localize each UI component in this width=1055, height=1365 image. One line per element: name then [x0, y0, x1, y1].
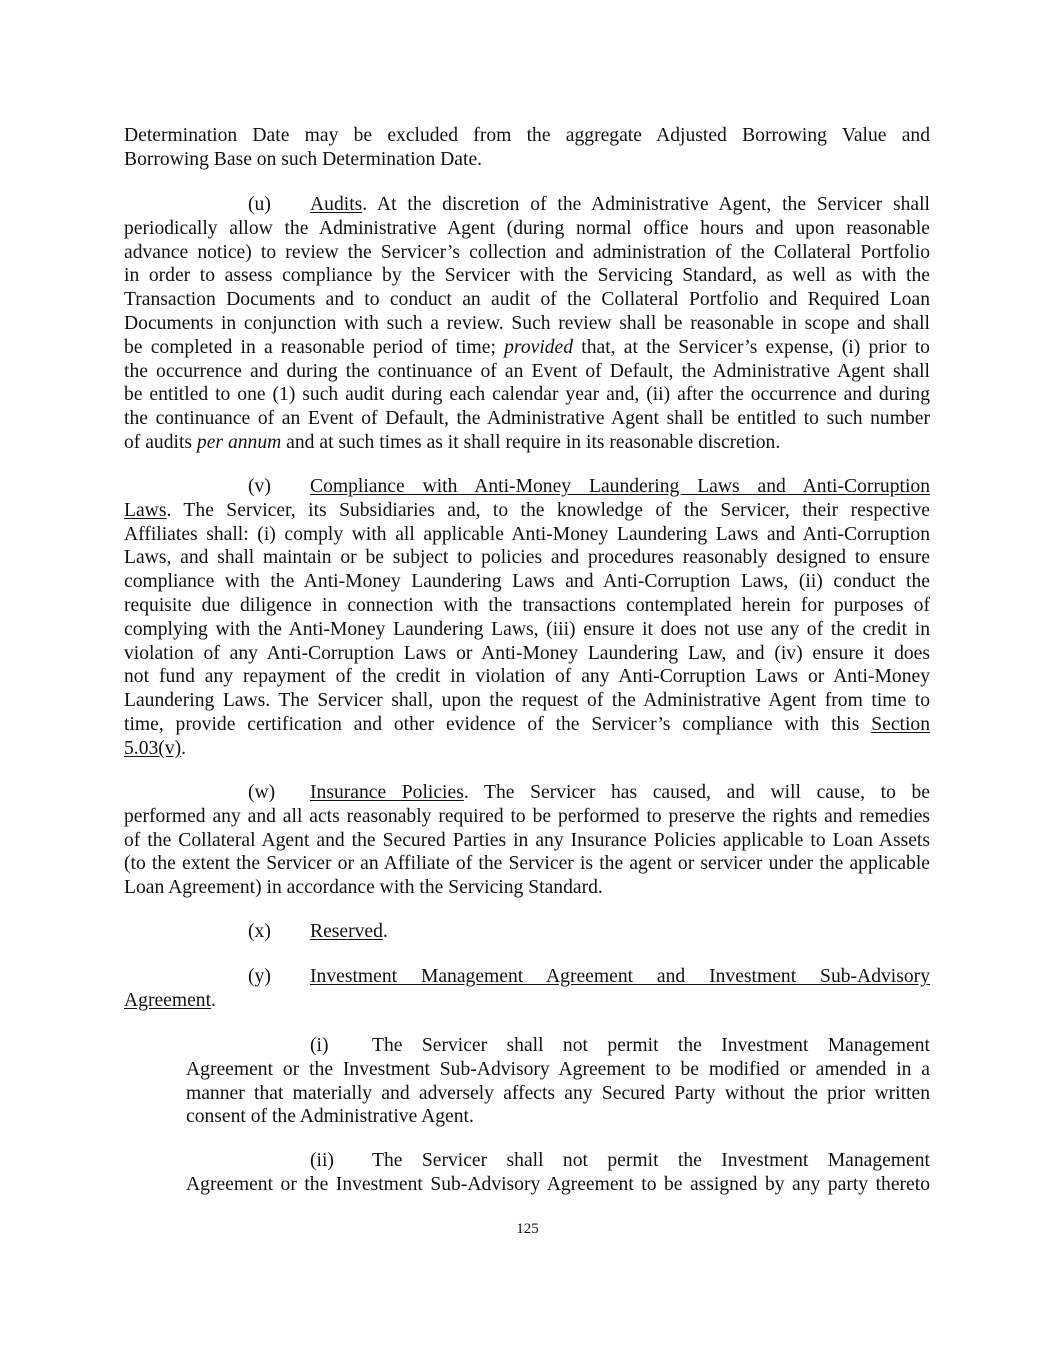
text-line: Laws, and shall maintain or be subject to policies and procedures reasonably designed to ensure: [124, 547, 930, 569]
text-line: of the Collateral Agent and the Secured Parties in any Insurance Policies applicable to Loan Assets: [124, 829, 930, 851]
text-line: the occurrence and during the continuance of an Event of Default, the Administrative Agent shall: [124, 360, 930, 382]
italic-term: provided: [504, 336, 574, 358]
text-line: not fund any repayment of the credit in violation of any Anti-Corruption Laws or Anti-Money: [124, 666, 930, 688]
text-line: Laundering Laws. The Servicer shall, upon the request of the Administrative Agent from time to: [124, 690, 930, 712]
text-line: Affiliates shall: (i) comply with all applicable Anti-Money Laundering Laws and Anti-Corruption: [124, 523, 930, 545]
italic-term: per annum: [196, 431, 282, 453]
section-heading: Agreement: [124, 989, 212, 1011]
section-label: (v): [248, 476, 271, 497]
text-line: time, provide certification and other evidence of the Servicer’s compliance with this Section: [124, 713, 930, 735]
text-line: Determination Date may be excluded from the aggregate Adjusted Borrowing Value and: [124, 125, 930, 146]
text-line: (to the extent the Servicer or an Affiliate of the Servicer is the agent or servicer under the applicable: [124, 853, 930, 875]
text-line: [124, 965, 930, 989]
section-heading: Audits: [310, 194, 363, 215]
section-u-audits: [124, 193, 930, 455]
subsection-y-i: [186, 1034, 930, 1129]
text-line: requisite due diligence in connection with the transactions contemplated herein for purposes of: [124, 594, 930, 616]
text-line: [124, 475, 930, 499]
text-line: advance notice) to review the Servicer’s collection and administration of the Collateral Portfolio: [124, 241, 930, 263]
section-w-insurance: [124, 781, 930, 900]
section-heading: Investment Management Agreement and Investment Sub-Advisory: [310, 966, 930, 987]
text-line: Documents in conjunction with such a review. Such review shall be reasonable in scope and shall: [124, 312, 930, 334]
page-number: 125: [516, 1221, 539, 1237]
section-v-compliance: [124, 475, 930, 761]
section-heading: Reserved: [310, 921, 383, 942]
text-line: (x) Reserved.: [248, 921, 388, 942]
text-line: in order to assess compliance by the Servicer with the Servicing Standard, as well as with the: [124, 265, 930, 287]
text-line: (w) Insurance Policies. The Servicer has caused, and will cause, to be: [248, 782, 930, 803]
text-line: (ii) The Servicer shall not permit the Investment Management: [310, 1150, 930, 1171]
section-cross-reference: Section: [871, 713, 930, 735]
text-line: Agreement or the Investment Sub-Advisory Agreement to be assigned by any party thereto: [186, 1173, 930, 1195]
continuation-paragraph: [124, 124, 930, 172]
text-line: of audits per annum and at such times as it shall require in its reasonable discretion.: [124, 431, 781, 453]
section-label: (u): [248, 194, 271, 215]
text-line: 5.03(v).: [124, 737, 187, 759]
section-label: (w): [248, 782, 276, 803]
section-label: (x): [248, 921, 271, 942]
text-line: be entitled to one (1) such audit during each calendar year and, (ii) after the occurrence and during: [124, 384, 930, 406]
text-line: (u) Audits. At the discretion of the Administrative Agent, the Servicer shall: [248, 194, 930, 215]
text-line: (i) The Servicer shall not permit the Investment Management: [310, 1035, 930, 1056]
text-line: Loan Agreement) in accordance with the Servicing Standard.: [124, 877, 603, 899]
text-line: Borrowing Base on such Determination Date.: [124, 148, 483, 170]
section-heading: Laws: [124, 499, 167, 521]
text-line: the continuance of an Event of Default, the Administrative Agent shall be entitled to such number: [124, 408, 930, 430]
section-cross-reference: 5.03(v): [124, 737, 182, 759]
text-line: performed any and all acts reasonably required to be performed to preserve the rights and remedies: [124, 805, 930, 827]
text-line: periodically allow the Administrative Agent (during normal office hours and upon reasonable: [124, 217, 930, 239]
section-heading: Insurance Policies: [310, 782, 464, 803]
text-line: Transaction Documents and to conduct an audit of the Collateral Portfolio and Required Loan: [124, 289, 930, 311]
text-line: manner that materially and adversely affects any Secured Party without the prior written: [186, 1082, 930, 1104]
text-line: complying with the Anti-Money Laundering Laws, (iii) ensure it does not use any of the credit in: [124, 618, 930, 640]
text-line: Agreement or the Investment Sub-Advisory Agreement to be modified or amended in a: [186, 1058, 930, 1080]
section-heading: Compliance with Anti-Money Laundering Laws and Anti-Corruption: [310, 476, 930, 497]
section-y-investment-agreement: [124, 965, 930, 1013]
subsection-label: (i): [310, 1035, 329, 1056]
section-label: (y): [248, 966, 271, 987]
text-line: compliance with the Anti-Money Laundering Laws and Anti-Corruption Laws, (ii) conduct the: [124, 571, 930, 593]
text-line: violation of any Anti-Corruption Laws or Anti-Money Laundering Law, and (iv) ensure it does: [124, 642, 930, 664]
text-line: be completed in a reasonable period of time; provided that, at the Servicer’s expense, (i) prior to: [124, 336, 930, 358]
subsection-label: (ii): [310, 1150, 334, 1171]
text-line: Agreement.: [124, 989, 216, 1011]
section-x-reserved: [124, 920, 930, 944]
subsection-y-ii: [186, 1149, 930, 1197]
text-line: Laws. The Servicer, its Subsidiaries and, to the knowledge of the Servicer, their respective: [124, 499, 930, 521]
text-line: consent of the Administrative Agent.: [186, 1106, 474, 1128]
